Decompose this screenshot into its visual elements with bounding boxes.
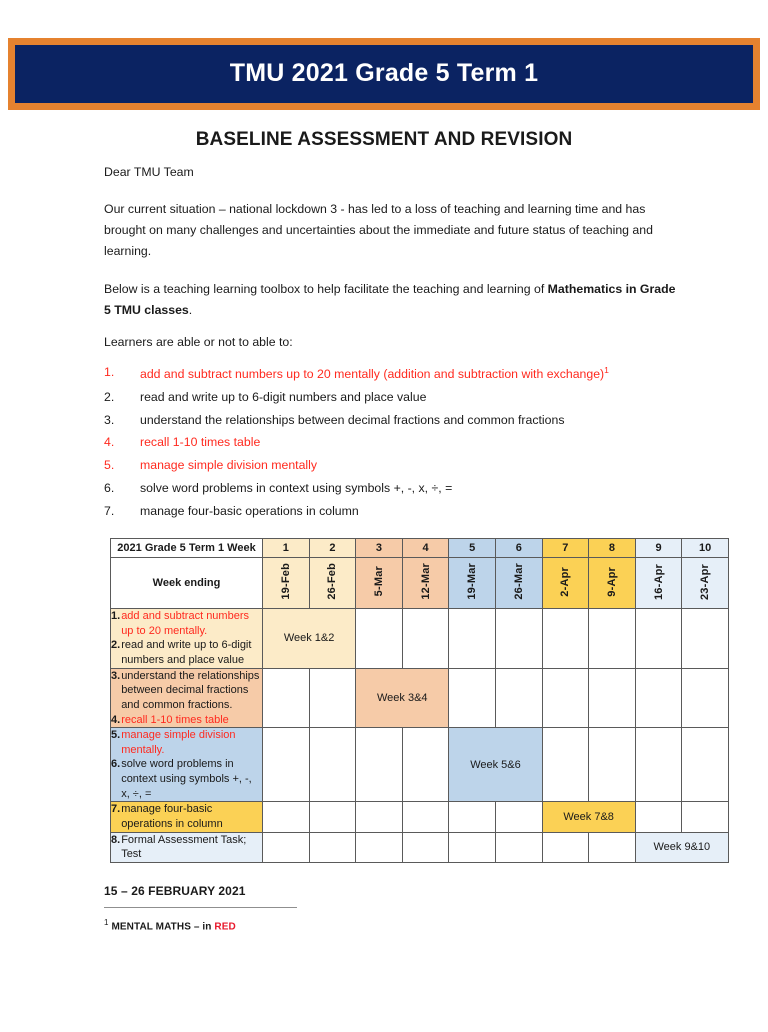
document-subtitle: BASELINE ASSESSMENT AND REVISION	[195, 129, 573, 150]
title-banner-frame	[8, 38, 760, 110]
empty-week-cell	[635, 609, 682, 669]
week-ending-label: Week ending	[111, 558, 263, 609]
week-ending-row	[111, 558, 729, 609]
objective-item	[104, 366, 680, 380]
row-objective-number: 6.	[111, 758, 121, 771]
toolbox-paragraph-suffix: .	[188, 302, 193, 317]
week-number-header: 1	[263, 539, 310, 558]
empty-week-cell	[309, 728, 356, 802]
table-row	[111, 802, 729, 832]
week-ending-date-text: 5-Mar	[372, 566, 385, 597]
week-ending-date-text: 2-Apr	[559, 566, 572, 597]
empty-week-cell	[635, 728, 682, 802]
empty-week-cell	[589, 609, 636, 669]
objective-item	[104, 482, 680, 494]
row-objective-entry	[111, 669, 262, 713]
week-number-row	[111, 539, 729, 558]
week-block-cell: Week 9&10	[635, 832, 728, 862]
schedule-table	[110, 538, 729, 863]
week-block-cell: Week 3&4	[356, 668, 449, 728]
objective-number: 3.	[104, 412, 115, 427]
objective-item	[104, 436, 680, 448]
empty-week-cell	[682, 609, 729, 669]
empty-week-cell	[542, 609, 589, 669]
letter-body	[104, 162, 680, 517]
week-number-header: 2	[309, 539, 356, 558]
toolbox-paragraph-bold: Mathematics in Grade 5 TMU classes	[104, 281, 676, 317]
empty-week-cell	[263, 668, 310, 728]
list-intro: Learners are able or not to able to:	[104, 334, 293, 349]
week-ending-date	[589, 558, 636, 609]
week-number-header: 10	[682, 539, 729, 558]
row-objective-entry	[111, 833, 262, 862]
empty-week-cell	[495, 668, 542, 728]
empty-week-cell	[309, 668, 356, 728]
footnote-text: MENTAL MATHS – in	[111, 921, 215, 933]
document-page	[0, 38, 768, 1032]
empty-week-cell	[449, 802, 496, 832]
row-objective-text: manage four-basic operations in column	[121, 803, 223, 830]
empty-week-cell	[402, 802, 449, 832]
footnote-red-word: RED	[214, 921, 236, 933]
row-objective-label	[111, 832, 263, 862]
objectives-list	[104, 366, 680, 517]
week-ending-date-text: 23-Apr	[699, 563, 712, 600]
week-number-header: 9	[635, 539, 682, 558]
empty-week-cell	[402, 728, 449, 802]
empty-week-cell	[356, 728, 403, 802]
row-objective-text: read and write up to 6-digit numbers and place value	[121, 639, 252, 667]
empty-week-cell	[449, 832, 496, 862]
objective-number: 4.	[104, 435, 115, 450]
empty-week-cell	[309, 832, 356, 862]
objective-number: 1.	[104, 364, 115, 379]
objective-number: 6.	[104, 481, 115, 496]
footnote	[104, 918, 768, 932]
table-row	[111, 609, 729, 669]
row-objective-number: 2.	[111, 639, 121, 652]
empty-week-cell	[356, 832, 403, 862]
objective-text: add and subtract numbers up to 20 mentally (addition and subtraction with exchange)$^1$	[140, 364, 609, 382]
row-objective-entry	[111, 757, 262, 801]
row-objective-label	[111, 728, 263, 802]
week-ending-date	[542, 558, 589, 609]
row-objective-text: Formal Assessment Task; Test	[121, 833, 247, 861]
empty-week-cell	[495, 832, 542, 862]
toolbox-paragraph	[104, 279, 680, 321]
row-objective-number: 1.	[111, 610, 121, 623]
week-block-cell: Week 1&2	[263, 609, 356, 669]
row-objective-label	[111, 668, 263, 728]
empty-week-cell	[542, 668, 589, 728]
empty-week-cell	[682, 802, 729, 832]
empty-week-cell	[495, 609, 542, 669]
empty-week-cell	[589, 728, 636, 802]
week-block-cell: Week 5&6	[449, 728, 542, 802]
objective-number: 2.	[104, 389, 115, 404]
footnote-marker: 1	[104, 917, 109, 927]
empty-week-cell	[402, 832, 449, 862]
week-number-header: 8	[589, 539, 636, 558]
row-objective-text: solve word problems in context using symbols +, -, x, ÷, =	[121, 758, 252, 800]
row-objective-text: recall 1-10 times table	[121, 713, 229, 726]
week-ending-date-text: 26-Feb	[326, 563, 339, 600]
empty-week-cell	[682, 728, 729, 802]
objective-text: manage simple division mentally	[140, 458, 318, 473]
week-number-header: 4	[402, 539, 449, 558]
schedule-table-body	[111, 609, 729, 863]
row-objective-number: 4.	[111, 713, 121, 726]
week-ending-date	[263, 558, 310, 609]
week-ending-date-text: 19-Feb	[279, 563, 292, 600]
row-objective-text: understand the relationships between decimal fractions and common fractions.	[121, 669, 260, 711]
table-header-label: 2021 Grade 5 Term 1 Week	[111, 539, 263, 558]
empty-week-cell	[635, 802, 682, 832]
row-objective-text: manage simple division mentally.	[121, 729, 236, 756]
objective-number: 7.	[104, 503, 115, 518]
week-number-header: 3	[356, 539, 403, 558]
document-title: TMU 2021 Grade 5 Term 1	[15, 45, 753, 103]
week-ending-date	[356, 558, 403, 609]
week-ending-date	[495, 558, 542, 609]
salutation: Dear TMU Team	[104, 165, 194, 179]
table-row	[111, 832, 729, 862]
week-number-header: 5	[449, 539, 496, 558]
week-number-header: 6	[495, 539, 542, 558]
empty-week-cell	[495, 802, 542, 832]
toolbox-paragraph-prefix: Below is a teaching learning toolbox to help facilitate the teaching and learning of	[104, 281, 548, 296]
week-ending-date	[635, 558, 682, 609]
row-objective-entry	[111, 609, 262, 638]
week-ending-date	[309, 558, 356, 609]
empty-week-cell	[589, 832, 636, 862]
empty-week-cell	[263, 802, 310, 832]
objective-text: solve word problems in context using symbols +, -, x, ÷, =	[140, 481, 453, 496]
table-row	[111, 668, 729, 728]
row-objective-entry	[111, 728, 262, 757]
empty-week-cell	[263, 832, 310, 862]
footnote-separator	[104, 907, 297, 908]
intro-paragraph: Our current situation – national lockdown 3 - has led to a loss of teaching and learning time and has brought on many challenges and uncertainties about the immediate and future status of teaching and learning.	[104, 202, 653, 259]
footer-date-range: 15 – 26 FEBRUARY 2021	[104, 883, 246, 898]
row-objective-number: 3.	[111, 669, 121, 682]
schedule-table-head	[111, 539, 729, 609]
empty-week-cell	[449, 609, 496, 669]
objective-item	[104, 505, 680, 517]
row-objective-number: 5.	[111, 729, 121, 742]
empty-week-cell	[309, 802, 356, 832]
empty-week-cell	[402, 609, 449, 669]
empty-week-cell	[542, 728, 589, 802]
week-ending-date-text: 19-Mar	[466, 563, 479, 600]
empty-week-cell	[589, 668, 636, 728]
empty-week-cell	[356, 609, 403, 669]
row-objective-entry	[111, 802, 262, 831]
objective-number: 5.	[104, 458, 115, 473]
row-objective-label	[111, 802, 263, 832]
empty-week-cell	[356, 802, 403, 832]
empty-week-cell	[263, 728, 310, 802]
table-row	[111, 728, 729, 802]
objective-item	[104, 459, 680, 471]
week-ending-date	[682, 558, 729, 609]
footnote-ref: 1	[604, 364, 609, 375]
schedule-table-wrapper	[110, 538, 728, 863]
row-objective-text: add and subtract numbers up to 20 mentally.	[121, 610, 249, 637]
row-objective-label	[111, 609, 263, 669]
week-block-cell: Week 7&8	[542, 802, 635, 832]
empty-week-cell	[542, 832, 589, 862]
objective-item	[104, 391, 680, 403]
row-objective-entry	[111, 638, 262, 667]
week-number-header: 7	[542, 539, 589, 558]
row-objective-entry	[111, 713, 262, 728]
empty-week-cell	[635, 668, 682, 728]
week-ending-date-text: 12-Mar	[419, 563, 432, 600]
objective-text: read and write up to 6-digit numbers and place value	[140, 389, 427, 404]
empty-week-cell	[449, 668, 496, 728]
objective-text: manage four-basic operations in column	[140, 503, 359, 518]
empty-week-cell	[682, 668, 729, 728]
objective-text: understand the relationships between decimal fractions and common fractions	[140, 412, 565, 427]
objective-text: recall 1-10 times table	[140, 435, 261, 450]
week-ending-date	[449, 558, 496, 609]
week-ending-date-text: 9-Apr	[605, 566, 618, 597]
objective-item	[104, 414, 680, 426]
row-objective-number: 8.	[111, 833, 121, 846]
week-ending-date	[402, 558, 449, 609]
week-ending-date-text: 26-Mar	[512, 563, 525, 600]
week-ending-date-text: 16-Apr	[652, 563, 665, 600]
row-objective-number: 7.	[111, 803, 121, 816]
